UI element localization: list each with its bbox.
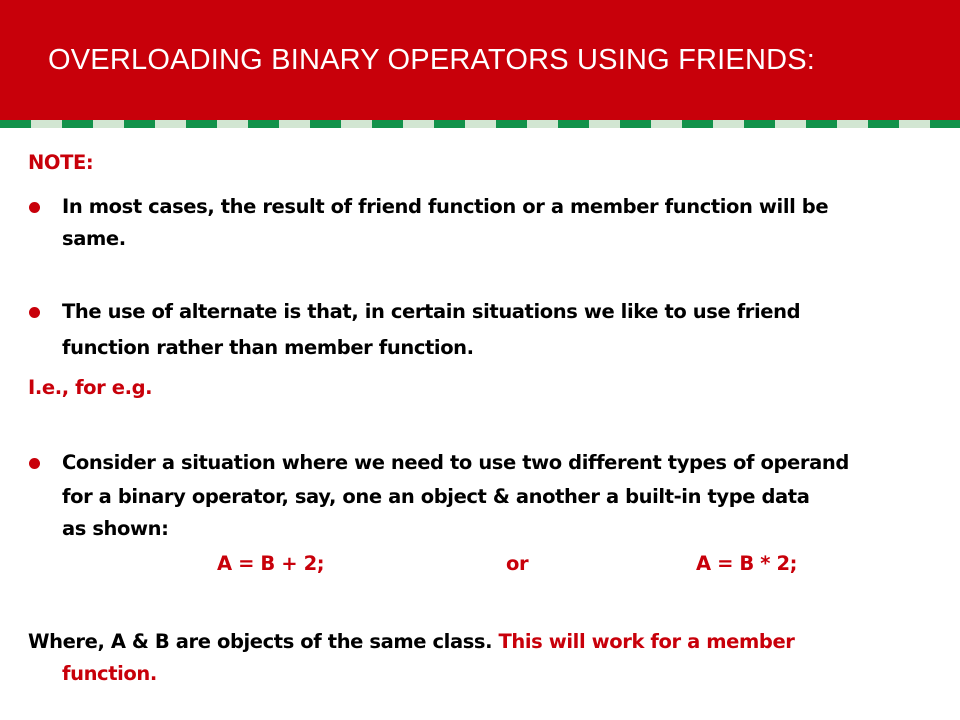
bullet-2-line-1: The use of alternate is that, in certain situations we like to use friend: [62, 300, 801, 323]
bullet-3-line-2: for a binary operator, say, one an object & another a built-in type data: [62, 485, 810, 508]
where-text: Where, A & B are objects of the same class.: [28, 630, 493, 653]
bullet-3-line-3: as shown:: [62, 517, 169, 540]
bullet-dot-icon: [29, 458, 40, 469]
note-label: NOTE:: [28, 151, 94, 174]
expression-left: A = B + 2;: [217, 552, 325, 575]
where-line: [28, 628, 795, 656]
bullet-dot-icon: [29, 202, 40, 213]
bullet-dot-icon: [29, 307, 40, 318]
bullet-1-line-2: same.: [62, 227, 126, 250]
ie-label: I.e., for e.g.: [28, 376, 153, 399]
slide-title: OVERLOADING BINARY OPERATORS USING FRIENDS:: [48, 44, 816, 76]
bullet-3-line-1: Consider a situation where we need to use two different types of operand: [62, 451, 849, 474]
where-red-line-2: function.: [62, 662, 157, 685]
expression-right: A = B * 2;: [696, 552, 798, 575]
expression-or: or: [506, 552, 529, 575]
where-red-text: This will work for a member: [498, 630, 795, 653]
bullet-1-line-1: In most cases, the result of friend function or a member function will be: [62, 195, 829, 218]
bullet-2-line-2: function rather than member function.: [62, 336, 474, 359]
